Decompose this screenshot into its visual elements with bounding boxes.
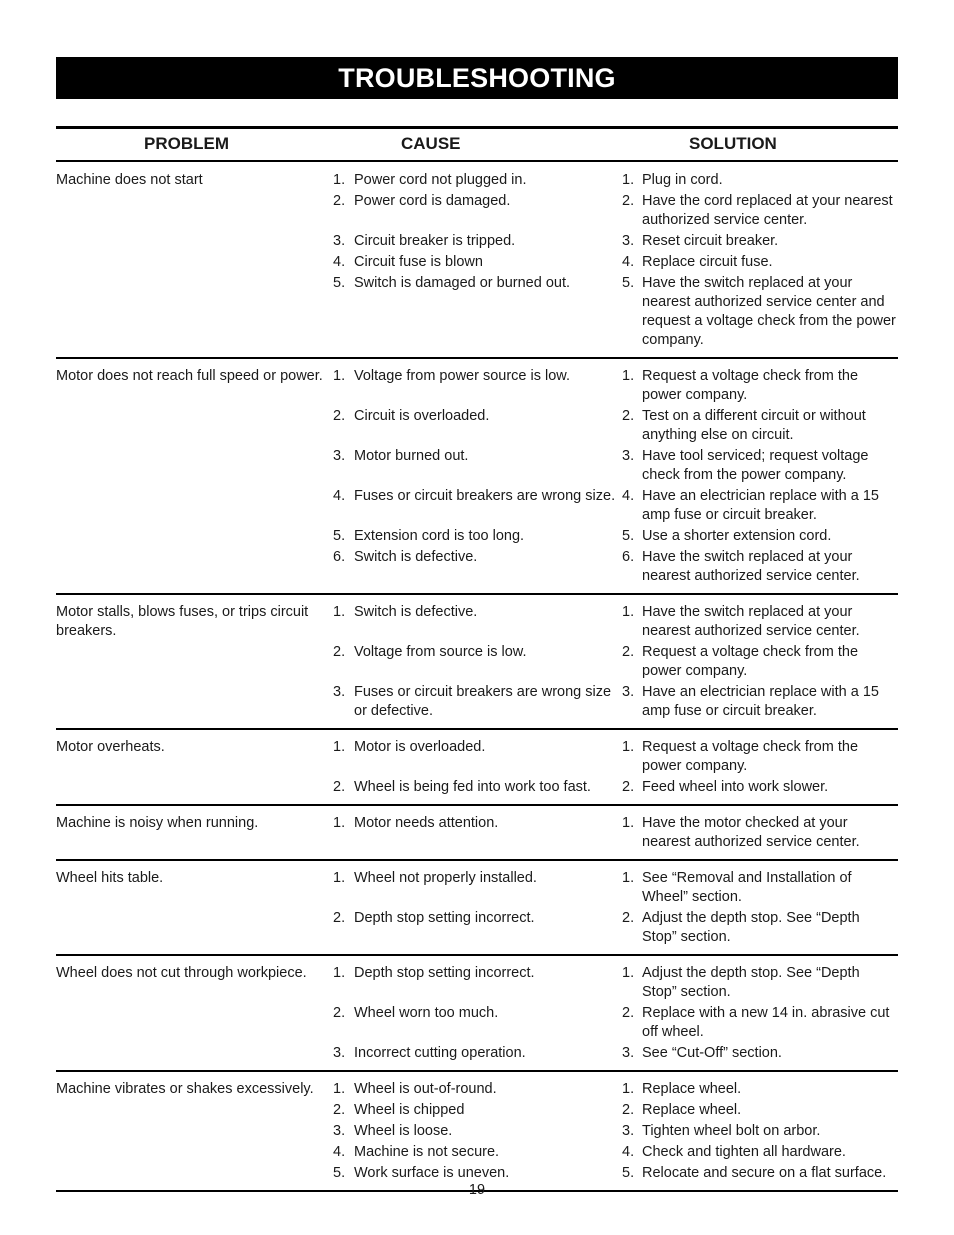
solution-text: Request a voltage check from the power company. [642, 644, 859, 679]
cause-number: 3. [333, 448, 346, 464]
cause-cell [330, 683, 618, 721]
cause-cell [330, 367, 618, 405]
cause-number: 3. [333, 1123, 346, 1139]
cause-text: Wheel is loose. [354, 1123, 453, 1139]
solution-text: See “Cut-Off” section. [642, 1045, 782, 1061]
cause-cell [330, 1101, 618, 1120]
solution-number: 2. [622, 193, 635, 209]
cause-cell [330, 1004, 618, 1042]
cause-cell [330, 778, 618, 797]
cause-solution-list [330, 171, 898, 350]
problem-cell [56, 964, 330, 1063]
header-problem: PROBLEM [144, 134, 229, 153]
solution-text: Have tool serviced; request voltage check from the power company. [642, 448, 869, 483]
cause-text: Fuses or circuit breakers are wrong size. [354, 488, 616, 504]
cause-number: 1. [333, 965, 346, 981]
cause-number: 2. [333, 779, 346, 795]
solution-cell [618, 643, 898, 681]
solution-text: Request a voltage check from the power company. [642, 739, 859, 774]
list-item [330, 192, 898, 230]
solution-cell [618, 447, 898, 485]
cause-number: 2. [333, 193, 346, 209]
cause-text: Incorrect cutting operation. [354, 1045, 526, 1061]
cause-cell [330, 814, 618, 852]
solution-number: 2. [622, 644, 635, 660]
solution-cell [618, 548, 898, 586]
list-item [330, 909, 898, 947]
solution-cell [618, 683, 898, 721]
problem-cell [56, 738, 330, 797]
cause-number: 3. [333, 684, 346, 700]
cause-solution-list [330, 1080, 898, 1183]
cause-text: Circuit fuse is blown [354, 254, 483, 270]
solution-number: 2. [622, 1005, 635, 1021]
solution-number: 4. [622, 1144, 635, 1160]
cause-solution-list [330, 814, 898, 852]
cause-cell [330, 274, 618, 350]
cause-cell [330, 603, 618, 641]
solution-number: 4. [622, 254, 635, 270]
troubleshooting-table [56, 126, 898, 1192]
cause-number: 4. [333, 488, 346, 504]
cause-text: Wheel is chipped [354, 1102, 465, 1118]
cause-cell [330, 192, 618, 230]
list-item [330, 527, 898, 546]
problem-cell [56, 171, 330, 350]
solution-number: 3. [622, 1045, 635, 1061]
solution-cell [618, 1101, 898, 1120]
solution-number: 1. [622, 172, 635, 188]
cause-number: 2. [333, 644, 346, 660]
cause-text: Circuit is overloaded. [354, 408, 490, 424]
list-item [330, 869, 898, 907]
table-row [56, 861, 898, 956]
solution-cell [618, 1122, 898, 1141]
cause-number: 3. [333, 233, 346, 249]
cause-cell [330, 253, 618, 272]
cause-number: 5. [333, 528, 346, 544]
solution-text: Have an electrician replace with a 15 amp fuse or circuit breaker. [642, 684, 879, 719]
solution-number: 3. [622, 684, 635, 700]
solution-cell [618, 814, 898, 852]
list-item [330, 1004, 898, 1042]
solution-cell [618, 964, 898, 1002]
cause-cell [330, 407, 618, 445]
cause-solution-list [330, 964, 898, 1063]
cause-cell [330, 738, 618, 776]
cause-cell [330, 548, 618, 586]
solution-number: 1. [622, 739, 635, 755]
solution-cell [618, 603, 898, 641]
cause-text: Extension cord is too long. [354, 528, 525, 544]
solution-number: 2. [622, 779, 635, 795]
list-item [330, 171, 898, 190]
cause-cell [330, 447, 618, 485]
solution-text: Request a voltage check from the power company. [642, 368, 859, 403]
solution-cell [618, 1143, 898, 1162]
solution-text: Have the cord replaced at your nearest authorized service center. [642, 193, 893, 228]
page-title: TROUBLESHOOTING [56, 57, 898, 99]
solution-number: 1. [622, 604, 635, 620]
solution-text: Have the switch replaced at your nearest authorized service center. [642, 604, 860, 639]
cause-number: 2. [333, 1005, 346, 1021]
list-item [330, 367, 898, 405]
solution-text: Adjust the depth stop. See “Depth Stop” section. [642, 965, 860, 1000]
solution-number: 5. [622, 1165, 635, 1181]
cause-cell [330, 909, 618, 947]
cause-number: 1. [333, 172, 346, 188]
problem-text: Wheel hits table. [56, 870, 164, 886]
list-item [330, 487, 898, 525]
cause-cell [330, 869, 618, 907]
cause-text: Fuses or circuit breakers are wrong size or defective. [354, 684, 612, 719]
table-row [56, 730, 898, 806]
solution-number: 3. [622, 1123, 635, 1139]
cause-cell [330, 232, 618, 251]
cause-solution-list [330, 869, 898, 947]
solution-text: Adjust the depth stop. See “Depth Stop” section. [642, 910, 860, 945]
solution-cell [618, 1004, 898, 1042]
solution-text: Check and tighten all hardware. [642, 1144, 846, 1160]
solution-number: 1. [622, 815, 635, 831]
cause-number: 6. [333, 549, 346, 565]
solution-cell [618, 1044, 898, 1063]
list-item [330, 232, 898, 251]
cause-text: Depth stop setting incorrect. [354, 965, 535, 981]
solution-text: Test on a different circuit or without anything else on circuit. [642, 408, 866, 443]
solution-number: 2. [622, 1102, 635, 1118]
cause-cell [330, 964, 618, 1002]
solution-text: Replace wheel. [642, 1081, 742, 1097]
cause-text: Circuit breaker is tripped. [354, 233, 516, 249]
list-item [330, 603, 898, 641]
cause-text: Machine is not secure. [354, 1144, 500, 1160]
solution-text: Replace with a new 14 in. abrasive cut off wheel. [642, 1005, 890, 1040]
cause-text: Wheel worn too much. [354, 1005, 499, 1021]
solution-text: Replace wheel. [642, 1102, 742, 1118]
list-item [330, 1080, 898, 1099]
solution-number: 3. [622, 233, 635, 249]
table-body [56, 162, 898, 1192]
cause-number: 4. [333, 1144, 346, 1160]
list-item [330, 814, 898, 852]
list-item [330, 738, 898, 776]
table-header [56, 129, 898, 162]
solution-cell [618, 407, 898, 445]
cause-number: 1. [333, 604, 346, 620]
cause-text: Depth stop setting incorrect. [354, 910, 535, 926]
table-row [56, 1072, 898, 1192]
header-solution: SOLUTION [689, 134, 777, 153]
cause-solution-list [330, 738, 898, 797]
problem-text: Machine does not start [56, 172, 203, 188]
problem-text: Machine is noisy when running. [56, 815, 259, 831]
problem-text: Motor overheats. [56, 739, 165, 755]
solution-cell [618, 253, 898, 272]
cause-number: 1. [333, 815, 346, 831]
problem-text: Motor does not reach full speed or power. [56, 368, 323, 384]
cause-number: 4. [333, 254, 346, 270]
cause-text: Work surface is uneven. [354, 1165, 510, 1181]
problem-cell [56, 814, 330, 852]
problem-cell [56, 869, 330, 947]
cause-text: Voltage from source is low. [354, 644, 527, 660]
list-item [330, 778, 898, 797]
cause-cell [330, 1080, 618, 1099]
solution-number: 1. [622, 368, 635, 384]
cause-number: 2. [333, 910, 346, 926]
table-row [56, 162, 898, 359]
solution-number: 5. [622, 528, 635, 544]
solution-number: 6. [622, 549, 635, 565]
solution-cell [618, 909, 898, 947]
page-number: 19 [468, 1182, 486, 1198]
solution-number: 3. [622, 448, 635, 464]
solution-cell [618, 192, 898, 230]
cause-text: Wheel is being fed into work too fast. [354, 779, 591, 795]
problem-text: Wheel does not cut through workpiece. [56, 965, 307, 981]
cause-number: 5. [333, 275, 346, 291]
cause-cell [330, 487, 618, 525]
solution-number: 1. [622, 870, 635, 886]
solution-text: Use a shorter extension cord. [642, 528, 832, 544]
list-item [330, 1101, 898, 1120]
list-item [330, 407, 898, 445]
solution-text: Have an electrician replace with a 15 amp fuse or circuit breaker. [642, 488, 879, 523]
solution-text: Have the switch replaced at your nearest authorized service center. [642, 549, 860, 584]
cause-number: 2. [333, 408, 346, 424]
cause-cell [330, 643, 618, 681]
cause-text: Switch is damaged or burned out. [354, 275, 571, 291]
table-row [56, 595, 898, 730]
cause-number: 5. [333, 1165, 346, 1181]
cause-cell [330, 527, 618, 546]
table-row [56, 806, 898, 861]
cause-number: 3. [333, 1045, 346, 1061]
solution-text: Reset circuit breaker. [642, 233, 779, 249]
table-row [56, 359, 898, 595]
solution-cell [618, 171, 898, 190]
solution-number: 1. [622, 965, 635, 981]
cause-text: Motor burned out. [354, 448, 469, 464]
cause-text: Voltage from power source is low. [354, 368, 570, 384]
solution-number: 1. [622, 1081, 635, 1097]
list-item [330, 447, 898, 485]
solution-number: 2. [622, 408, 635, 424]
problem-text: Motor stalls, blows fuses, or trips circuit breakers. [56, 604, 309, 639]
cause-number: 1. [333, 739, 346, 755]
solution-text: Have the switch replaced at your nearest authorized service center and request a voltage check from the power company. [642, 275, 896, 348]
cause-text: Switch is defective. [354, 549, 478, 565]
list-item [330, 643, 898, 681]
list-item [330, 253, 898, 272]
cause-text: Wheel not properly installed. [354, 870, 537, 886]
solution-text: Relocate and secure on a flat surface. [642, 1165, 887, 1181]
solution-number: 4. [622, 488, 635, 504]
list-item [330, 548, 898, 586]
list-item [330, 274, 898, 350]
list-item [330, 683, 898, 721]
cause-text: Power cord is damaged. [354, 193, 511, 209]
solution-cell [618, 274, 898, 350]
solution-cell [618, 367, 898, 405]
cause-number: 1. [333, 870, 346, 886]
solution-cell [618, 232, 898, 251]
solution-text: Plug in cord. [642, 172, 723, 188]
problem-cell [56, 1080, 330, 1183]
solution-number: 5. [622, 275, 635, 291]
header-cause: CAUSE [401, 134, 461, 153]
problem-cell [56, 367, 330, 586]
cause-text: Motor needs attention. [354, 815, 499, 831]
problem-cell [56, 603, 330, 721]
solution-text: Have the motor checked at your nearest authorized service center. [642, 815, 860, 850]
cause-number: 1. [333, 1081, 346, 1097]
list-item [330, 1143, 898, 1162]
solution-cell [618, 738, 898, 776]
cause-number: 2. [333, 1102, 346, 1118]
cause-text: Switch is defective. [354, 604, 478, 620]
cause-cell [330, 171, 618, 190]
solution-text: Tighten wheel bolt on arbor. [642, 1123, 821, 1139]
solution-text: Feed wheel into work slower. [642, 779, 829, 795]
solution-number: 2. [622, 910, 635, 926]
list-item [330, 1122, 898, 1141]
solution-cell [618, 527, 898, 546]
cause-text: Power cord not plugged in. [354, 172, 527, 188]
table-row [56, 956, 898, 1072]
list-item [330, 964, 898, 1002]
cause-cell [330, 1122, 618, 1141]
cause-number: 1. [333, 368, 346, 384]
cause-text: Motor is overloaded. [354, 739, 486, 755]
solution-cell [618, 487, 898, 525]
cause-solution-list [330, 367, 898, 586]
solution-text: See “Removal and Installation of Wheel” section. [642, 870, 852, 905]
cause-cell [330, 1143, 618, 1162]
solution-cell [618, 869, 898, 907]
solution-cell [618, 778, 898, 797]
cause-cell [330, 1044, 618, 1063]
solution-text: Replace circuit fuse. [642, 254, 773, 270]
cause-text: Wheel is out-of-round. [354, 1081, 497, 1097]
cause-solution-list [330, 603, 898, 721]
problem-text: Machine vibrates or shakes excessively. [56, 1081, 314, 1097]
solution-cell [618, 1080, 898, 1099]
list-item [330, 1044, 898, 1063]
